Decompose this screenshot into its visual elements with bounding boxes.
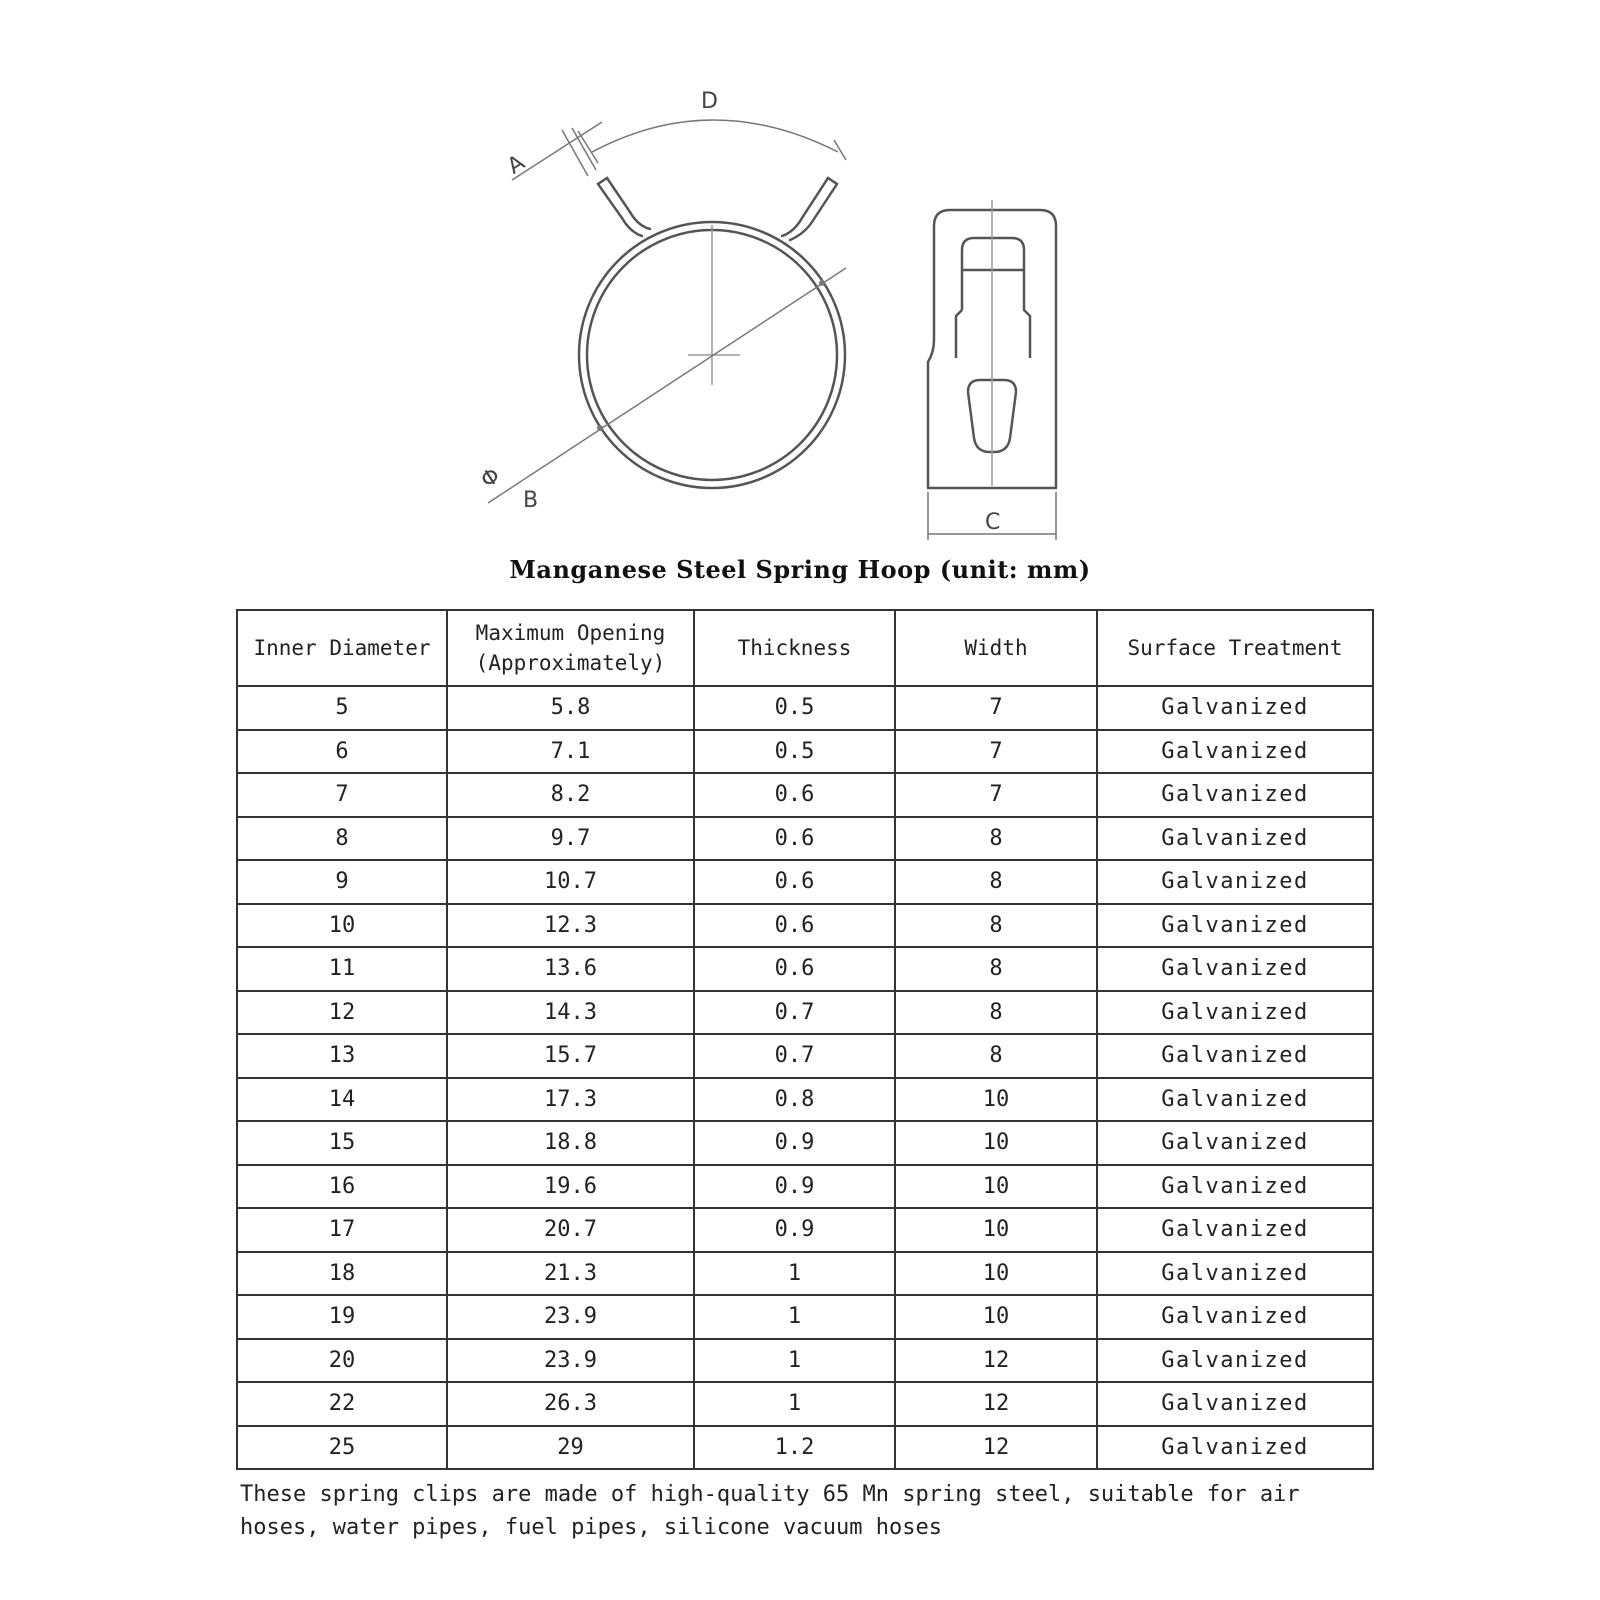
table-row xyxy=(237,1034,1373,1078)
cell-surface-treatment: Galvanized xyxy=(1097,1078,1373,1122)
table-row xyxy=(237,1252,1373,1296)
table-row xyxy=(237,817,1373,861)
cell-maximum-opening: 18.8 xyxy=(447,1121,694,1165)
table-row xyxy=(237,947,1373,991)
cell-width: 10 xyxy=(895,1165,1097,1209)
side-view-upper-slot xyxy=(962,238,1030,358)
cell-maximum-opening: 19.6 xyxy=(447,1165,694,1209)
cell-width: 8 xyxy=(895,947,1097,991)
cell-maximum-opening: 8.2 xyxy=(447,773,694,817)
cell-inner-diameter: 8 xyxy=(237,817,447,861)
table-row xyxy=(237,686,1373,730)
cell-width: 8 xyxy=(895,991,1097,1035)
cell-inner-diameter: 7 xyxy=(237,773,447,817)
cell-maximum-opening: 12.3 xyxy=(447,904,694,948)
table-row xyxy=(237,1165,1373,1209)
label-a: A xyxy=(503,150,530,180)
label-phi: Φ xyxy=(476,463,505,494)
cell-inner-diameter: 13 xyxy=(237,1034,447,1078)
cell-thickness: 0.7 xyxy=(694,1034,895,1078)
table-row xyxy=(237,1339,1373,1383)
table-row xyxy=(237,730,1373,774)
specification-table xyxy=(236,609,1374,1470)
table-row xyxy=(237,991,1373,1035)
cell-width: 7 xyxy=(895,686,1097,730)
cell-surface-treatment: Galvanized xyxy=(1097,1121,1373,1165)
cell-surface-treatment: Galvanized xyxy=(1097,686,1373,730)
table-row xyxy=(237,1295,1373,1339)
cell-maximum-opening: 26.3 xyxy=(447,1382,694,1426)
table-row xyxy=(237,1078,1373,1122)
dimension-d-arc xyxy=(592,120,838,152)
cell-surface-treatment: Galvanized xyxy=(1097,1295,1373,1339)
cell-width: 12 xyxy=(895,1339,1097,1383)
cell-thickness: 1.2 xyxy=(694,1426,895,1470)
table-row xyxy=(237,1208,1373,1252)
table-row xyxy=(237,1121,1373,1165)
cell-width: 8 xyxy=(895,1034,1097,1078)
cell-width: 10 xyxy=(895,1078,1097,1122)
page-title: Manganese Steel Spring Hoop (unit: mm) xyxy=(509,555,1091,584)
table-row xyxy=(237,1426,1373,1470)
cell-maximum-opening: 20.7 xyxy=(447,1208,694,1252)
cell-width: 7 xyxy=(895,773,1097,817)
cell-surface-treatment: Galvanized xyxy=(1097,1382,1373,1426)
table-row xyxy=(237,773,1373,817)
label-d: D xyxy=(701,89,718,114)
cell-width: 8 xyxy=(895,904,1097,948)
cell-surface-treatment: Galvanized xyxy=(1097,1208,1373,1252)
cell-width: 10 xyxy=(895,1208,1097,1252)
cell-surface-treatment: Galvanized xyxy=(1097,1034,1373,1078)
cell-width: 8 xyxy=(895,817,1097,861)
cell-inner-diameter: 6 xyxy=(237,730,447,774)
cell-maximum-opening: 15.7 xyxy=(447,1034,694,1078)
cell-surface-treatment: Galvanized xyxy=(1097,860,1373,904)
table-row xyxy=(237,860,1373,904)
table-header-row xyxy=(237,610,1373,686)
cell-surface-treatment: Galvanized xyxy=(1097,1252,1373,1296)
label-b: B xyxy=(523,488,539,513)
cell-maximum-opening: 23.9 xyxy=(447,1339,694,1383)
cell-thickness: 0.6 xyxy=(694,860,895,904)
cell-maximum-opening: 21.3 xyxy=(447,1252,694,1296)
label-c: C xyxy=(985,510,1001,535)
cell-maximum-opening: 9.7 xyxy=(447,817,694,861)
dimension-b-line xyxy=(488,268,846,503)
cell-maximum-opening: 10.7 xyxy=(447,860,694,904)
cell-maximum-opening: 13.6 xyxy=(447,947,694,991)
table-row xyxy=(237,904,1373,948)
cell-inner-diameter: 17 xyxy=(237,1208,447,1252)
hoop-left-tab xyxy=(598,178,650,236)
cell-maximum-opening: 14.3 xyxy=(447,991,694,1035)
cell-surface-treatment: Galvanized xyxy=(1097,773,1373,817)
cell-inner-diameter: 19 xyxy=(237,1295,447,1339)
cell-thickness: 0.6 xyxy=(694,947,895,991)
cell-thickness: 0.6 xyxy=(694,817,895,861)
cell-maximum-opening: 17.3 xyxy=(447,1078,694,1122)
cell-inner-diameter: 5 xyxy=(237,686,447,730)
cell-thickness: 0.9 xyxy=(694,1208,895,1252)
cell-thickness: 1 xyxy=(694,1339,895,1383)
cell-surface-treatment: Galvanized xyxy=(1097,1426,1373,1470)
cell-maximum-opening: 7.1 xyxy=(447,730,694,774)
cell-inner-diameter: 18 xyxy=(237,1252,447,1296)
cell-thickness: 1 xyxy=(694,1252,895,1296)
cell-inner-diameter: 10 xyxy=(237,904,447,948)
cell-inner-diameter: 14 xyxy=(237,1078,447,1122)
cell-inner-diameter: 15 xyxy=(237,1121,447,1165)
cell-thickness: 0.9 xyxy=(694,1165,895,1209)
cell-surface-treatment: Galvanized xyxy=(1097,817,1373,861)
header-width: Width xyxy=(895,610,1097,686)
cell-surface-treatment: Galvanized xyxy=(1097,730,1373,774)
cell-thickness: 0.6 xyxy=(694,904,895,948)
cell-inner-diameter: 22 xyxy=(237,1382,447,1426)
cell-width: 12 xyxy=(895,1426,1097,1470)
cell-inner-diameter: 25 xyxy=(237,1426,447,1470)
cell-inner-diameter: 16 xyxy=(237,1165,447,1209)
cell-maximum-opening: 29 xyxy=(447,1426,694,1470)
header-maximum-opening: Maximum Opening (Approximately) xyxy=(447,610,694,686)
cell-surface-treatment: Galvanized xyxy=(1097,1165,1373,1209)
header-inner-diameter: Inner Diameter xyxy=(237,610,447,686)
cell-width: 10 xyxy=(895,1252,1097,1296)
cell-surface-treatment: Galvanized xyxy=(1097,991,1373,1035)
cell-surface-treatment: Galvanized xyxy=(1097,947,1373,991)
cell-inner-diameter: 20 xyxy=(237,1339,447,1383)
cell-thickness: 0.7 xyxy=(694,991,895,1035)
cell-thickness: 0.5 xyxy=(694,730,895,774)
cell-thickness: 0.6 xyxy=(694,773,895,817)
cell-maximum-opening: 23.9 xyxy=(447,1295,694,1339)
cell-surface-treatment: Galvanized xyxy=(1097,1339,1373,1383)
cell-width: 10 xyxy=(895,1121,1097,1165)
cell-width: 7 xyxy=(895,730,1097,774)
cell-maximum-opening: 5.8 xyxy=(447,686,694,730)
cell-inner-diameter: 12 xyxy=(237,991,447,1035)
cell-surface-treatment: Galvanized xyxy=(1097,904,1373,948)
hoop-right-tab xyxy=(782,178,837,240)
table-body xyxy=(237,686,1373,1469)
cell-width: 8 xyxy=(895,860,1097,904)
cell-thickness: 1 xyxy=(694,1295,895,1339)
cell-inner-diameter: 9 xyxy=(237,860,447,904)
header-thickness: Thickness xyxy=(694,610,895,686)
cell-thickness: 0.5 xyxy=(694,686,895,730)
cell-width: 10 xyxy=(895,1295,1097,1339)
table-row xyxy=(237,1382,1373,1426)
cell-thickness: 0.8 xyxy=(694,1078,895,1122)
header-surface-treatment: Surface Treatment xyxy=(1097,610,1373,686)
cell-inner-diameter: 11 xyxy=(237,947,447,991)
spring-hoop-drawing xyxy=(0,0,1600,560)
cell-thickness: 1 xyxy=(694,1382,895,1426)
cell-thickness: 0.9 xyxy=(694,1121,895,1165)
cell-width: 12 xyxy=(895,1382,1097,1426)
product-note: These spring clips are made of high-quality 65 Mn spring steel, suitable for air hoses, water pipes, fuel pipes, silicone vacuum hoses xyxy=(240,1482,1300,1540)
